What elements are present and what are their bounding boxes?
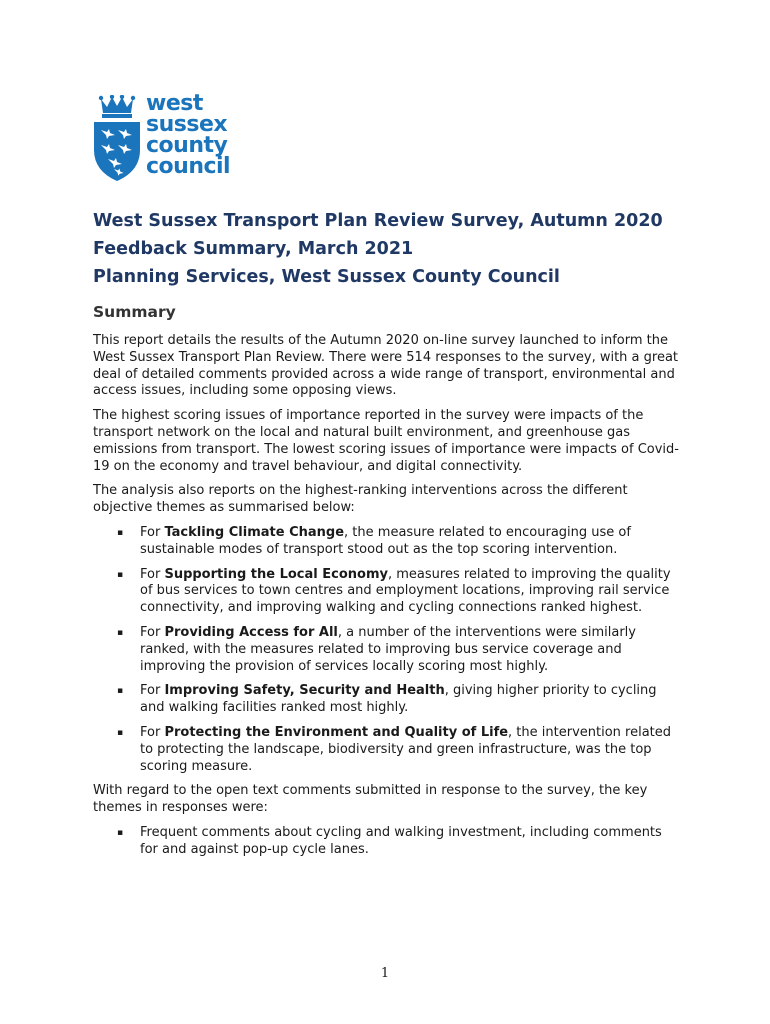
bullet-icon: ▪ bbox=[117, 627, 124, 638]
theme-name: Tackling Climate Change bbox=[164, 524, 345, 540]
key-theme-text: Frequent comments about cycling and walking investment, including comments for and against pop-up cycle lanes. bbox=[140, 824, 662, 857]
logo-line: county bbox=[146, 133, 228, 158]
logo-line: council bbox=[146, 154, 231, 179]
crown-shield-martlets-icon bbox=[92, 95, 142, 183]
document-subtitle-date: Feedback Summary, March 2021 bbox=[93, 239, 414, 259]
list-item: ▪ For Supporting the Local Economy, measures related to improving the quality of bus services to town centres and employment locations, improving rail service connectivity, and improving walking and cycling connections ranked highest. bbox=[117, 566, 671, 616]
theme-name: Protecting the Environment and Quality of Life bbox=[164, 724, 509, 740]
wscc-logo bbox=[92, 91, 252, 185]
intro-paragraph: This report details the results of the Autumn 2020 on-line survey launched to inform the West Sussex Transport Plan Review. There were 514 responses to the survey, with a great deal of detailed comments provided across a wide range of transport, environmental and access issues, including some opposing views. bbox=[93, 333, 679, 399]
document-title: West Sussex Transport Plan Review Survey, Autumn 2020 bbox=[93, 211, 663, 231]
logo-line: west bbox=[146, 91, 203, 116]
document-subtitle-department: Planning Services, West Sussex County Council bbox=[93, 267, 560, 287]
key-themes-list bbox=[93, 825, 683, 859]
analysis-paragraph: The analysis also reports on the highest-ranking interventions across the different objective themes as summarised below: bbox=[93, 483, 628, 516]
list-item: ▪ For Tackling Climate Change, the measure related to encouraging use of sustainable modes of transport stood out as the top scoring intervention. bbox=[117, 524, 631, 557]
logo-line: sussex bbox=[146, 112, 228, 137]
highest-scoring-paragraph: The highest scoring issues of importance reported in the survey were impacts of the transport network on the local and natural built environment, and greenhouse gas emissions from transport. The lowest scoring issues of importance were impacts of Covid-19 on the economy and travel behaviour, and digital connectivity. bbox=[93, 408, 679, 474]
list-item: ▪ For Protecting the Environment and Quality of Life, the intervention related to protecting the landscape, biodiversity and green infrastructure, was the top scoring measure. bbox=[117, 724, 672, 774]
page-number: 1 bbox=[380, 966, 390, 981]
theme-name: Providing Access for All bbox=[164, 624, 338, 640]
bullet-icon: ▪ bbox=[117, 686, 124, 697]
bullet-icon: ▪ bbox=[117, 527, 124, 538]
list-item bbox=[93, 825, 683, 859]
bullet-icon: ▪ bbox=[117, 727, 124, 738]
summary-heading: Summary bbox=[93, 303, 176, 321]
theme-name: Improving Safety, Security and Health bbox=[164, 683, 445, 699]
summary-body bbox=[93, 333, 683, 867]
bullet-icon: ▪ bbox=[117, 569, 124, 580]
document-title-block bbox=[93, 207, 733, 291]
open-text-paragraph: With regard to the open text comments submitted in response to the survey, the key themes in responses were: bbox=[93, 783, 648, 816]
list-item: ▪ For Providing Access for All, a number of the interventions were similarly ranked, with the measures related to improving bus service coverage and improving the provision of services locally scoring most highly. bbox=[117, 624, 636, 674]
theme-name: Supporting the Local Economy bbox=[164, 566, 388, 582]
list-item: ▪ For Improving Safety, Security and Health, giving higher priority to cycling and walking facilities ranked most highly. bbox=[117, 683, 657, 716]
objective-themes-list bbox=[93, 525, 683, 775]
bullet-icon: ▪ bbox=[117, 827, 124, 838]
logo-wordmark bbox=[146, 93, 230, 177]
